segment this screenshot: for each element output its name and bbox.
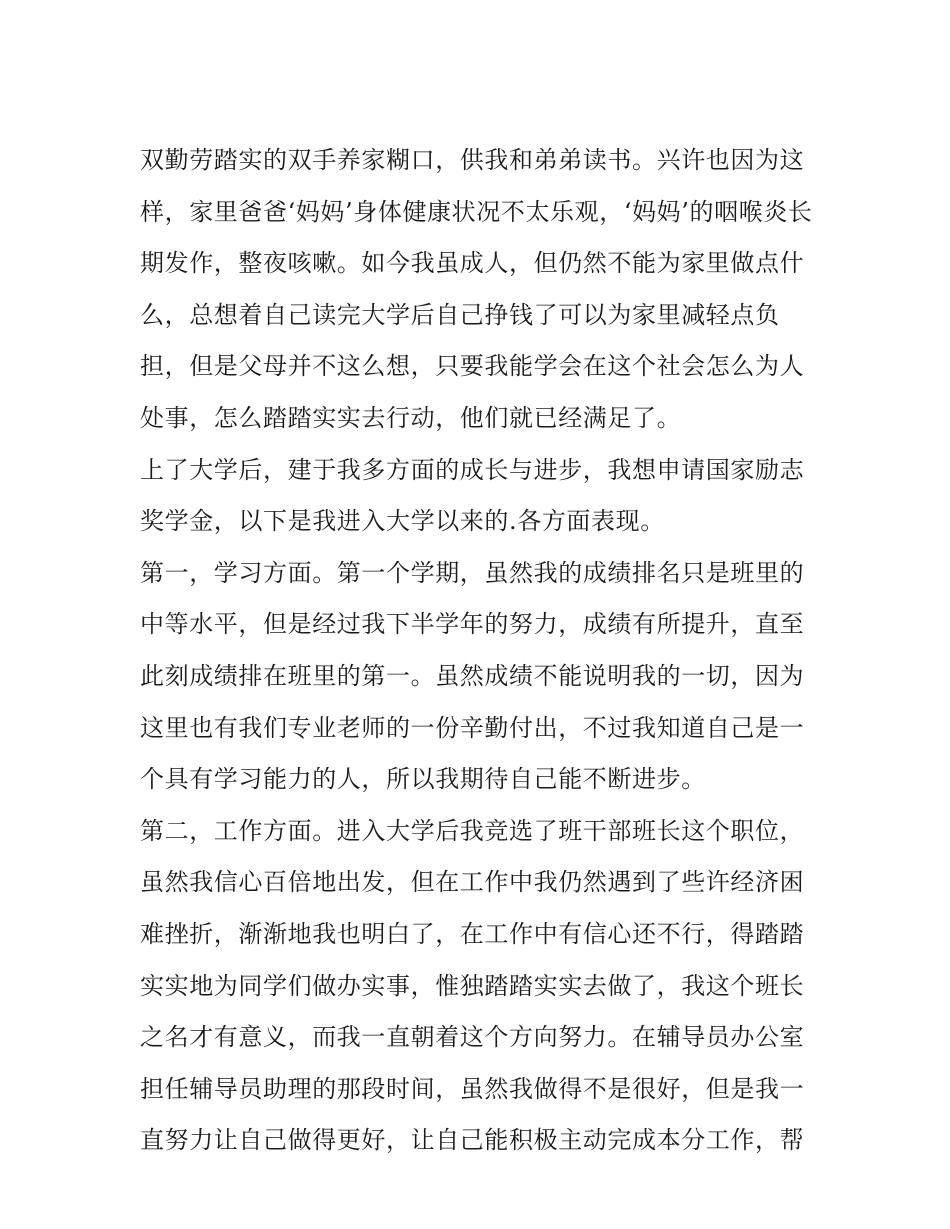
text-line: 期发作，整夜咳嗽。如今我虽成人，但仍然不能为家里做点什 — [140, 249, 805, 278]
text-line: 担任辅导员助理的那段时间，虽然我做得不是很好，但是我一 — [140, 1074, 805, 1103]
text-line: 难挫折，渐渐地我也明白了，在工作中有信心还不行，得踏踏 — [140, 919, 805, 948]
text-line: 虽然我信心百倍地出发，但在工作中我仍然遇到了些许经济困 — [140, 868, 805, 897]
text-line: 第二，工作方面。进入大学后我竞选了班干部班长这个职位， — [140, 816, 805, 845]
text-line: 此刻成绩排在班里的第一。虽然成绩不能说明我的一切，因为 — [140, 661, 805, 690]
text-line: 这里也有我们专业老师的一份辛勤付出，不过我知道自己是一 — [140, 713, 805, 742]
text-line: 上了大学后，建于我多方面的成长与进步，我想申请国家励志 — [140, 455, 805, 484]
text-line: 第一，学习方面。第一个学期，虽然我的成绩排名只是班里的 — [140, 558, 805, 587]
text-line: 担，但是父母并不这么想，只要我能学会在这个社会怎么为人 — [140, 352, 805, 381]
text-line: 之名才有意义，而我一直朝着这个方向努力。在辅导员办公室 — [140, 1023, 805, 1052]
text-line: 样，家里爸爸‘妈妈’身体健康状况不太乐观，‘妈妈’的咽喉炎长 — [140, 197, 813, 226]
text-line: 处事，怎么踏踏实实去行动，他们就已经满足了。 — [140, 403, 682, 432]
body-text — [140, 138, 820, 1170]
text-line: 直努力让自己做得更好，让自己能积极主动完成本分工作，帮 — [140, 1126, 805, 1155]
text-line: 中等水平，但是经过我下半学年的努力，成绩有所提升，直至 — [140, 610, 805, 639]
text-line: 么，总想着自己读完大学后自己挣钱了可以为家里减轻点负 — [140, 300, 780, 329]
text-line: 个具有学习能力的人，所以我期待自己能不断进步。 — [140, 765, 706, 794]
text-line: 实实地为同学们做办实事，惟独踏踏实实去做了，我这个班长 — [140, 971, 805, 1000]
text-line: 双勤劳踏实的双手养家糊口，供我和弟弟读书。兴许也因为这 — [140, 146, 805, 174]
text-line: 奖学金，以下是我进入大学以来的.各方面表现。 — [140, 507, 665, 536]
